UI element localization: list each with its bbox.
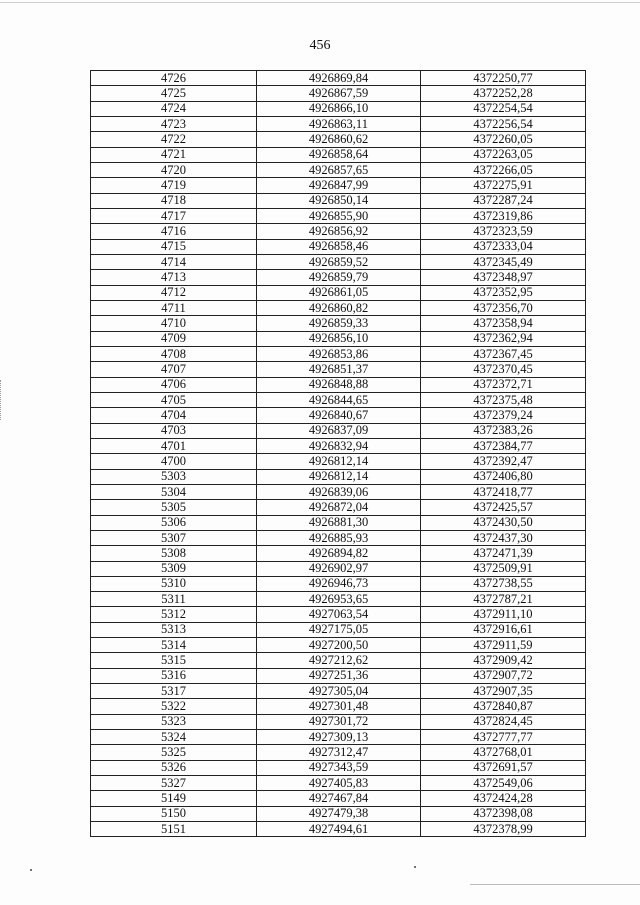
scan-edge-artifact — [0, 380, 2, 420]
y-coordinate-cell: 4372406,80 — [421, 469, 586, 484]
point-number-cell: 5150 — [91, 806, 257, 821]
table-row — [91, 224, 586, 239]
x-coordinate-cell: 4927343,59 — [257, 760, 421, 775]
y-coordinate-cell: 4372384,77 — [421, 438, 586, 453]
x-coordinate-cell: 4927212,62 — [257, 653, 421, 668]
x-coordinate-cell: 4926953,65 — [257, 592, 421, 607]
table-row — [91, 668, 586, 683]
point-number-cell: 4707 — [91, 362, 257, 377]
point-number-cell: 5311 — [91, 592, 257, 607]
x-coordinate-cell: 4926869,84 — [257, 71, 421, 86]
point-number-cell: 5308 — [91, 546, 257, 561]
point-number-cell: 5149 — [91, 791, 257, 806]
table-row — [91, 438, 586, 453]
point-number-cell: 5324 — [91, 730, 257, 745]
point-number-cell: 5314 — [91, 638, 257, 653]
x-coordinate-cell: 4927251,36 — [257, 668, 421, 683]
x-coordinate-cell: 4926860,82 — [257, 300, 421, 315]
x-coordinate-cell: 4926856,10 — [257, 331, 421, 346]
x-coordinate-cell: 4927063,54 — [257, 607, 421, 622]
y-coordinate-cell: 4372383,26 — [421, 423, 586, 438]
x-coordinate-cell: 4926902,97 — [257, 561, 421, 576]
point-number-cell: 4724 — [91, 101, 257, 116]
table-row — [91, 653, 586, 668]
y-coordinate-cell: 4372352,95 — [421, 285, 586, 300]
x-coordinate-cell: 4926848,88 — [257, 377, 421, 392]
y-coordinate-cell: 4372824,45 — [421, 714, 586, 729]
x-coordinate-cell: 4926839,06 — [257, 484, 421, 499]
x-coordinate-cell: 4926866,10 — [257, 101, 421, 116]
x-coordinate-cell: 4926861,05 — [257, 285, 421, 300]
table-row — [91, 178, 586, 193]
point-number-cell: 5304 — [91, 484, 257, 499]
point-number-cell: 4712 — [91, 285, 257, 300]
y-coordinate-cell: 4372768,01 — [421, 745, 586, 760]
x-coordinate-cell: 4926881,30 — [257, 515, 421, 530]
x-coordinate-cell: 4927301,48 — [257, 699, 421, 714]
point-number-cell: 4722 — [91, 132, 257, 147]
table-row — [91, 684, 586, 699]
table-row — [91, 776, 586, 791]
point-number-cell: 5303 — [91, 469, 257, 484]
point-number-cell: 4725 — [91, 86, 257, 101]
x-coordinate-cell: 4926812,14 — [257, 469, 421, 484]
table-row — [91, 300, 586, 315]
y-coordinate-cell: 4372356,70 — [421, 300, 586, 315]
x-coordinate-cell: 4927200,50 — [257, 638, 421, 653]
table-row — [91, 515, 586, 530]
y-coordinate-cell: 4372252,28 — [421, 86, 586, 101]
y-coordinate-cell: 4372425,57 — [421, 500, 586, 515]
y-coordinate-cell: 4372418,77 — [421, 484, 586, 499]
y-coordinate-cell: 4372358,94 — [421, 316, 586, 331]
y-coordinate-cell: 4372777,77 — [421, 730, 586, 745]
point-number-cell: 5315 — [91, 653, 257, 668]
y-coordinate-cell: 4372509,91 — [421, 561, 586, 576]
point-number-cell: 4714 — [91, 254, 257, 269]
y-coordinate-cell: 4372691,57 — [421, 760, 586, 775]
point-number-cell: 4700 — [91, 454, 257, 469]
y-coordinate-cell: 4372256,54 — [421, 116, 586, 131]
point-number-cell: 4719 — [91, 178, 257, 193]
point-number-cell: 4704 — [91, 408, 257, 423]
table-row — [91, 791, 586, 806]
table-row — [91, 561, 586, 576]
table-row — [91, 270, 586, 285]
x-coordinate-cell: 4926859,52 — [257, 254, 421, 269]
x-coordinate-cell: 4926856,92 — [257, 224, 421, 239]
table-row — [91, 760, 586, 775]
y-coordinate-cell: 4372738,55 — [421, 576, 586, 591]
point-number-cell: 5317 — [91, 684, 257, 699]
y-coordinate-cell: 4372348,97 — [421, 270, 586, 285]
table-row — [91, 546, 586, 561]
x-coordinate-cell: 4926844,65 — [257, 392, 421, 407]
table-row — [91, 806, 586, 821]
table-row — [91, 423, 586, 438]
y-coordinate-cell: 4372370,45 — [421, 362, 586, 377]
y-coordinate-cell: 4372266,05 — [421, 162, 586, 177]
y-coordinate-cell: 4372430,50 — [421, 515, 586, 530]
y-coordinate-cell: 4372375,48 — [421, 392, 586, 407]
coordinates-table — [90, 70, 586, 837]
x-coordinate-cell: 4926946,73 — [257, 576, 421, 591]
x-coordinate-cell: 4926872,04 — [257, 500, 421, 515]
table-row — [91, 530, 586, 545]
table-row — [91, 730, 586, 745]
table-row — [91, 116, 586, 131]
y-coordinate-cell: 4372398,08 — [421, 806, 586, 821]
y-coordinate-cell: 4372909,42 — [421, 653, 586, 668]
table-row — [91, 392, 586, 407]
x-coordinate-cell: 4926851,37 — [257, 362, 421, 377]
y-coordinate-cell: 4372362,94 — [421, 331, 586, 346]
point-number-cell: 4718 — [91, 193, 257, 208]
page-number: 456 — [309, 38, 331, 53]
table-row — [91, 454, 586, 469]
point-number-cell: 4713 — [91, 270, 257, 285]
point-number-cell: 4721 — [91, 147, 257, 162]
table-row — [91, 316, 586, 331]
y-coordinate-cell: 4372367,45 — [421, 346, 586, 361]
point-number-cell: 5322 — [91, 699, 257, 714]
table-row — [91, 500, 586, 515]
y-coordinate-cell: 4372319,86 — [421, 208, 586, 223]
x-coordinate-cell: 4926858,64 — [257, 147, 421, 162]
x-coordinate-cell: 4926860,62 — [257, 132, 421, 147]
y-coordinate-cell: 4372437,30 — [421, 530, 586, 545]
table-row — [91, 377, 586, 392]
x-coordinate-cell: 4926812,14 — [257, 454, 421, 469]
point-number-cell: 5326 — [91, 760, 257, 775]
table-row — [91, 576, 586, 591]
y-coordinate-cell: 4372549,06 — [421, 776, 586, 791]
table-row — [91, 362, 586, 377]
point-number-cell: 4711 — [91, 300, 257, 315]
table-row — [91, 592, 586, 607]
y-coordinate-cell: 4372916,61 — [421, 622, 586, 637]
table-row — [91, 285, 586, 300]
x-coordinate-cell: 4926847,99 — [257, 178, 421, 193]
point-number-cell: 5151 — [91, 822, 257, 837]
point-number-cell: 4720 — [91, 162, 257, 177]
y-coordinate-cell: 4372250,77 — [421, 71, 586, 86]
x-coordinate-cell: 4926867,59 — [257, 86, 421, 101]
table-row — [91, 346, 586, 361]
point-number-cell: 4726 — [91, 71, 257, 86]
y-coordinate-cell: 4372911,59 — [421, 638, 586, 653]
point-number-cell: 5325 — [91, 745, 257, 760]
x-coordinate-cell: 4927467,84 — [257, 791, 421, 806]
y-coordinate-cell: 4372378,99 — [421, 822, 586, 837]
y-coordinate-cell: 4372471,39 — [421, 546, 586, 561]
y-coordinate-cell: 4372840,87 — [421, 699, 586, 714]
table-row — [91, 132, 586, 147]
y-coordinate-cell: 4372287,24 — [421, 193, 586, 208]
y-coordinate-cell: 4372392,47 — [421, 454, 586, 469]
point-number-cell: 5307 — [91, 530, 257, 545]
table-row — [91, 408, 586, 423]
table-row — [91, 484, 586, 499]
y-coordinate-cell: 4372379,24 — [421, 408, 586, 423]
x-coordinate-cell: 4926857,65 — [257, 162, 421, 177]
point-number-cell: 4706 — [91, 377, 257, 392]
x-coordinate-cell: 4927309,13 — [257, 730, 421, 745]
x-coordinate-cell: 4926850,14 — [257, 193, 421, 208]
table-row — [91, 331, 586, 346]
point-number-cell: 4708 — [91, 346, 257, 361]
y-coordinate-cell: 4372333,04 — [421, 239, 586, 254]
table-row — [91, 714, 586, 729]
point-number-cell: 4716 — [91, 224, 257, 239]
y-coordinate-cell: 4372907,72 — [421, 668, 586, 683]
table-row — [91, 638, 586, 653]
point-number-cell: 5312 — [91, 607, 257, 622]
table-row — [91, 822, 586, 837]
x-coordinate-cell: 4926894,82 — [257, 546, 421, 561]
x-coordinate-cell: 4926853,86 — [257, 346, 421, 361]
point-number-cell: 4717 — [91, 208, 257, 223]
x-coordinate-cell: 4926863,11 — [257, 116, 421, 131]
x-coordinate-cell: 4926837,09 — [257, 423, 421, 438]
y-coordinate-cell: 4372260,05 — [421, 132, 586, 147]
point-number-cell: 5305 — [91, 500, 257, 515]
point-number-cell: 4705 — [91, 392, 257, 407]
table-row — [91, 699, 586, 714]
y-coordinate-cell: 4372372,71 — [421, 377, 586, 392]
table-row — [91, 162, 586, 177]
coordinates-table-body — [91, 71, 586, 837]
point-number-cell: 5323 — [91, 714, 257, 729]
y-coordinate-cell: 4372254,54 — [421, 101, 586, 116]
x-coordinate-cell: 4927305,04 — [257, 684, 421, 699]
y-coordinate-cell: 4372275,91 — [421, 178, 586, 193]
table-row — [91, 745, 586, 760]
y-coordinate-cell: 4372263,05 — [421, 147, 586, 162]
scan-dot — [414, 866, 416, 868]
point-number-cell: 5310 — [91, 576, 257, 591]
x-coordinate-cell: 4926855,90 — [257, 208, 421, 223]
x-coordinate-cell: 4926840,67 — [257, 408, 421, 423]
point-number-cell: 5313 — [91, 622, 257, 637]
table-row — [91, 193, 586, 208]
table-row — [91, 147, 586, 162]
x-coordinate-cell: 4927494,61 — [257, 822, 421, 837]
table-row — [91, 469, 586, 484]
point-number-cell: 4710 — [91, 316, 257, 331]
x-coordinate-cell: 4926832,94 — [257, 438, 421, 453]
table-row — [91, 86, 586, 101]
x-coordinate-cell: 4927301,72 — [257, 714, 421, 729]
table-row — [91, 239, 586, 254]
point-number-cell: 5306 — [91, 515, 257, 530]
x-coordinate-cell: 4927312,47 — [257, 745, 421, 760]
x-coordinate-cell: 4926859,79 — [257, 270, 421, 285]
x-coordinate-cell: 4926859,33 — [257, 316, 421, 331]
table-row — [91, 622, 586, 637]
scan-bottom-edge — [470, 884, 640, 885]
table-row — [91, 607, 586, 622]
x-coordinate-cell: 4927479,38 — [257, 806, 421, 821]
table-row — [91, 208, 586, 223]
point-number-cell: 5309 — [91, 561, 257, 576]
point-number-cell: 5327 — [91, 776, 257, 791]
y-coordinate-cell: 4372424,28 — [421, 791, 586, 806]
y-coordinate-cell: 4372911,10 — [421, 607, 586, 622]
x-coordinate-cell: 4927175,05 — [257, 622, 421, 637]
scan-top-edge — [0, 2, 640, 3]
y-coordinate-cell: 4372323,59 — [421, 224, 586, 239]
point-number-cell: 4701 — [91, 438, 257, 453]
point-number-cell: 4703 — [91, 423, 257, 438]
point-number-cell: 5316 — [91, 668, 257, 683]
x-coordinate-cell: 4926858,46 — [257, 239, 421, 254]
y-coordinate-cell: 4372345,49 — [421, 254, 586, 269]
point-number-cell: 4709 — [91, 331, 257, 346]
x-coordinate-cell: 4926885,93 — [257, 530, 421, 545]
y-coordinate-cell: 4372907,35 — [421, 684, 586, 699]
point-number-cell: 4715 — [91, 239, 257, 254]
x-coordinate-cell: 4927405,83 — [257, 776, 421, 791]
table-row — [91, 71, 586, 86]
table-row — [91, 101, 586, 116]
scan-dot — [30, 869, 32, 871]
table-row — [91, 254, 586, 269]
point-number-cell: 4723 — [91, 116, 257, 131]
y-coordinate-cell: 4372787,21 — [421, 592, 586, 607]
